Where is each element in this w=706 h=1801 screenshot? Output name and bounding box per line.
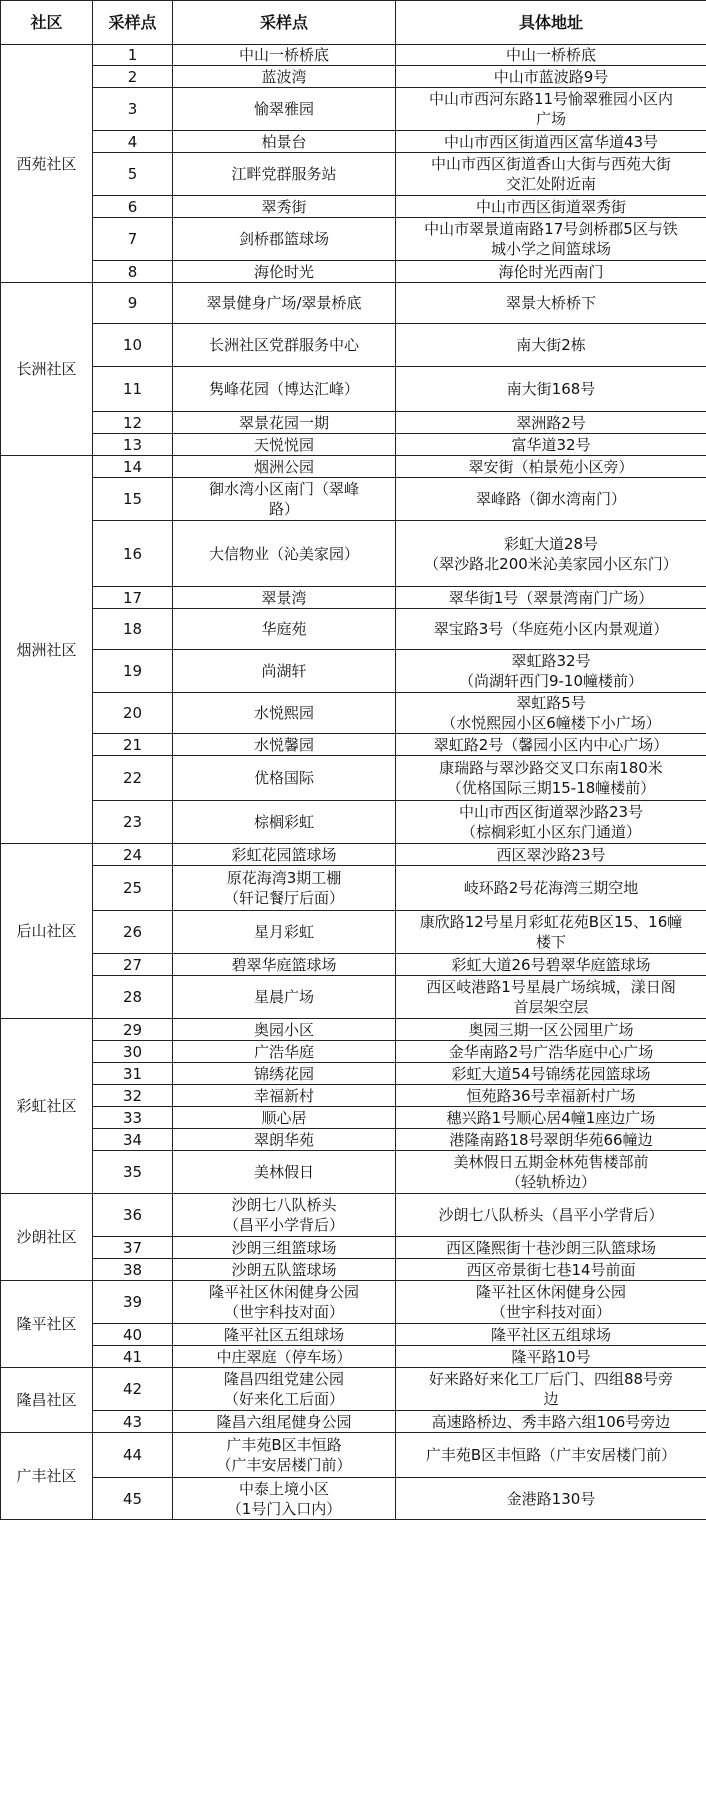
site-name-cell: 海伦时光: [173, 261, 396, 283]
site-number-cell: 35: [93, 1151, 173, 1194]
address-cell: 富华道32号: [396, 434, 706, 456]
address-cell: 康欣路12号星月彩虹花苑B区15、16幢 楼下: [396, 911, 706, 954]
table-row: [1, 1478, 706, 1520]
site-name-cell: 碧翠华庭篮球场: [173, 954, 396, 976]
site-name-cell: 柏景台: [173, 131, 396, 153]
site-name-cell: 翠秀街: [173, 196, 396, 218]
header-address: 具体地址: [396, 1, 706, 45]
address-cell: 广丰苑B区丰恒路（广丰安居楼门前）: [396, 1433, 706, 1478]
site-name-cell: 御水湾小区南门（翠峰 路）: [173, 478, 396, 521]
header-site-number: 采样点: [93, 1, 173, 45]
site-name-cell: 中山一桥桥底: [173, 45, 396, 66]
table-row: [1, 1237, 706, 1259]
address-cell: 隆平社区五组球场: [396, 1324, 706, 1346]
table-row: [1, 734, 706, 756]
address-cell: 中山市西区街道翠秀街: [396, 196, 706, 218]
table-row: [1, 478, 706, 521]
site-name-cell: 隆平社区五组球场: [173, 1324, 396, 1346]
site-name-cell: 天悦悦园: [173, 434, 396, 456]
site-number-cell: 44: [93, 1433, 173, 1478]
site-number-cell: 21: [93, 734, 173, 756]
address-cell: 西区岐港路1号星晨广场缤城，漾日阁 首层架空层: [396, 976, 706, 1019]
address-cell: 港隆南路18号翠朗华苑66幢边: [396, 1129, 706, 1151]
table-row: [1, 521, 706, 587]
site-name-cell: 彩虹花园篮球场: [173, 844, 396, 866]
table-row: [1, 153, 706, 196]
table-row: [1, 1346, 706, 1368]
site-name-cell: 水悦馨园: [173, 734, 396, 756]
site-name-cell: 隆昌四组党建公园 （好来化工后面）: [173, 1368, 396, 1411]
site-number-cell: 40: [93, 1324, 173, 1346]
site-number-cell: 13: [93, 434, 173, 456]
site-name-cell: 广丰苑B区丰恒路 （广丰安居楼门前）: [173, 1433, 396, 1478]
table-row: [1, 196, 706, 218]
address-cell: 奥园三期一区公园里广场: [396, 1019, 706, 1041]
address-cell: 好来路好来化工厂后门、四组88号旁 边: [396, 1368, 706, 1411]
address-cell: 中山一桥桥底: [396, 45, 706, 66]
address-cell: 西区翠沙路23号: [396, 844, 706, 866]
table-row: [1, 367, 706, 412]
table-row: [1, 693, 706, 734]
site-name-cell: 沙朗三组篮球场: [173, 1237, 396, 1259]
site-name-cell: 剑桥郡篮球场: [173, 218, 396, 261]
address-cell: 穗兴路1号顺心居4幢1座边广场: [396, 1107, 706, 1129]
table-body: [1, 45, 706, 1520]
community-cell: 彩虹社区: [1, 1019, 93, 1194]
site-number-cell: 6: [93, 196, 173, 218]
site-number-cell: 4: [93, 131, 173, 153]
site-name-cell: 长洲社区党群服务中心: [173, 324, 396, 367]
table-row: [1, 45, 706, 66]
site-name-cell: 中泰上境小区 （1号门入口内）: [173, 1478, 396, 1520]
site-name-cell: 华庭苑: [173, 609, 396, 650]
address-cell: 金华南路2号广浩华庭中心广场: [396, 1041, 706, 1063]
site-number-cell: 10: [93, 324, 173, 367]
community-cell: 沙朗社区: [1, 1194, 93, 1281]
site-name-cell: 隆平社区休闲健身公园 （世宇科技对面）: [173, 1281, 396, 1324]
address-cell: 高速路桥边、秀丰路六组106号旁边: [396, 1411, 706, 1433]
site-name-cell: 翠朗华苑: [173, 1129, 396, 1151]
table-row: [1, 412, 706, 434]
site-number-cell: 20: [93, 693, 173, 734]
address-cell: 隆平社区休闲健身公园 （世宇科技对面）: [396, 1281, 706, 1324]
table-row: [1, 261, 706, 283]
site-number-cell: 12: [93, 412, 173, 434]
table-row: [1, 1368, 706, 1411]
address-cell: 翠虹路2号（馨园小区内中心广场）: [396, 734, 706, 756]
address-cell: 翠洲路2号: [396, 412, 706, 434]
site-name-cell: 星晨广场: [173, 976, 396, 1019]
site-name-cell: 尚湖轩: [173, 650, 396, 693]
site-number-cell: 22: [93, 756, 173, 801]
site-number-cell: 31: [93, 1063, 173, 1085]
address-cell: 中山市翠景道南路17号剑桥郡5区与铁 城小学之间篮球场: [396, 218, 706, 261]
address-cell: 岐环路2号花海湾三期空地: [396, 866, 706, 911]
table-row: [1, 844, 706, 866]
table-row: [1, 976, 706, 1019]
address-cell: 翠景大桥桥下: [396, 283, 706, 324]
table-row: [1, 801, 706, 844]
community-cell: 长洲社区: [1, 283, 93, 456]
site-name-cell: 烟洲公园: [173, 456, 396, 478]
table-row: [1, 866, 706, 911]
site-number-cell: 27: [93, 954, 173, 976]
address-cell: 彩虹大道26号碧翠华庭篮球场: [396, 954, 706, 976]
address-cell: 翠华街1号（翠景湾南门广场）: [396, 587, 706, 609]
address-cell: 彩虹大道54号锦绣花园篮球场: [396, 1063, 706, 1085]
site-name-cell: 优格国际: [173, 756, 396, 801]
site-name-cell: 棕榈彩虹: [173, 801, 396, 844]
table-row: [1, 1324, 706, 1346]
site-name-cell: 幸福新村: [173, 1085, 396, 1107]
header-site-name: 采样点: [173, 1, 396, 45]
site-name-cell: 锦绣花园: [173, 1063, 396, 1085]
community-cell: 隆昌社区: [1, 1368, 93, 1433]
site-number-cell: 5: [93, 153, 173, 196]
table-row: [1, 1063, 706, 1085]
community-cell: 西苑社区: [1, 45, 93, 283]
table-row: [1, 456, 706, 478]
site-name-cell: 星月彩虹: [173, 911, 396, 954]
table-row: [1, 324, 706, 367]
site-number-cell: 18: [93, 609, 173, 650]
site-number-cell: 23: [93, 801, 173, 844]
table-row: [1, 66, 706, 88]
site-number-cell: 36: [93, 1194, 173, 1237]
address-cell: 南大街2栋: [396, 324, 706, 367]
site-number-cell: 32: [93, 1085, 173, 1107]
address-cell: 恒苑路36号幸福新村广场: [396, 1085, 706, 1107]
site-number-cell: 42: [93, 1368, 173, 1411]
table-row: [1, 911, 706, 954]
address-cell: 沙朗七八队桥头（昌平小学背后）: [396, 1194, 706, 1237]
table-row: [1, 1411, 706, 1433]
table-row: [1, 283, 706, 324]
site-name-cell: 沙朗五队篮球场: [173, 1259, 396, 1281]
site-number-cell: 7: [93, 218, 173, 261]
site-name-cell: 水悦熙园: [173, 693, 396, 734]
table-row: [1, 131, 706, 153]
site-number-cell: 14: [93, 456, 173, 478]
table-row: [1, 609, 706, 650]
site-name-cell: 愉翠雅园: [173, 88, 396, 131]
table-row: [1, 434, 706, 456]
address-cell: 中山市西河东路11号愉翠雅园小区内 广场: [396, 88, 706, 131]
site-number-cell: 1: [93, 45, 173, 66]
community-cell: 烟洲社区: [1, 456, 93, 844]
address-cell: 南大街168号: [396, 367, 706, 412]
table-row: [1, 1281, 706, 1324]
table-row: [1, 1151, 706, 1194]
site-name-cell: 翠景花园一期: [173, 412, 396, 434]
community-cell: 广丰社区: [1, 1433, 93, 1520]
site-number-cell: 30: [93, 1041, 173, 1063]
address-cell: 中山市蓝波路9号: [396, 66, 706, 88]
site-number-cell: 43: [93, 1411, 173, 1433]
community-cell: 隆平社区: [1, 1281, 93, 1368]
table-row: [1, 756, 706, 801]
table-row: [1, 88, 706, 131]
site-number-cell: 41: [93, 1346, 173, 1368]
site-number-cell: 28: [93, 976, 173, 1019]
table-row: [1, 1129, 706, 1151]
address-cell: 翠虹路32号 （尚湖轩西门9-10幢楼前）: [396, 650, 706, 693]
site-number-cell: 3: [93, 88, 173, 131]
address-cell: 隆平路10号: [396, 1346, 706, 1368]
table-row: [1, 1259, 706, 1281]
site-name-cell: 翠景湾: [173, 587, 396, 609]
site-number-cell: 8: [93, 261, 173, 283]
address-cell: 中山市西区街道香山大街与西苑大街 交汇处附近南: [396, 153, 706, 196]
table-row: [1, 1194, 706, 1237]
site-name-cell: 沙朗七八队桥头 （昌平小学背后）: [173, 1194, 396, 1237]
site-number-cell: 24: [93, 844, 173, 866]
table-row: [1, 587, 706, 609]
site-number-cell: 17: [93, 587, 173, 609]
address-cell: 康瑞路与翠沙路交叉口东南180米 （优格国际三期15-18幢楼前）: [396, 756, 706, 801]
site-number-cell: 38: [93, 1259, 173, 1281]
header-row: [1, 1, 706, 45]
site-number-cell: 39: [93, 1281, 173, 1324]
table-row: [1, 1107, 706, 1129]
address-cell: 中山市西区街道翠沙路23号 （棕榈彩虹小区东门通道）: [396, 801, 706, 844]
table-row: [1, 650, 706, 693]
site-number-cell: 2: [93, 66, 173, 88]
site-name-cell: 大信物业（沁美家园）: [173, 521, 396, 587]
address-cell: 西区隆熙街十巷沙朗三队篮球场: [396, 1237, 706, 1259]
address-cell: 翠宝路3号（华庭苑小区内景观道）: [396, 609, 706, 650]
site-name-cell: 原花海湾3期工棚 （轩记餐厅后面）: [173, 866, 396, 911]
table-row: [1, 1019, 706, 1041]
table-row: [1, 954, 706, 976]
address-cell: 彩虹大道28号 （翠沙路北200米沁美家园小区东门）: [396, 521, 706, 587]
community-cell: 后山社区: [1, 844, 93, 1019]
table-row: [1, 218, 706, 261]
site-number-cell: 11: [93, 367, 173, 412]
address-cell: 金港路130号: [396, 1478, 706, 1520]
site-number-cell: 45: [93, 1478, 173, 1520]
site-name-cell: 广浩华庭: [173, 1041, 396, 1063]
site-number-cell: 16: [93, 521, 173, 587]
address-cell: 翠虹路5号 （水悦熙园小区6幢楼下小广场）: [396, 693, 706, 734]
site-name-cell: 翠景健身广场/翠景桥底: [173, 283, 396, 324]
site-number-cell: 29: [93, 1019, 173, 1041]
address-cell: 翠峰路（御水湾南门）: [396, 478, 706, 521]
site-name-cell: 隽峰花园（博达汇峰）: [173, 367, 396, 412]
table-row: [1, 1433, 706, 1478]
address-cell: 中山市西区街道西区富华道43号: [396, 131, 706, 153]
address-cell: 翠安街（柏景苑小区旁）: [396, 456, 706, 478]
site-number-cell: 15: [93, 478, 173, 521]
site-name-cell: 美林假日: [173, 1151, 396, 1194]
site-number-cell: 25: [93, 866, 173, 911]
site-number-cell: 34: [93, 1129, 173, 1151]
site-name-cell: 蓝波湾: [173, 66, 396, 88]
site-number-cell: 19: [93, 650, 173, 693]
site-name-cell: 奥园小区: [173, 1019, 396, 1041]
site-number-cell: 33: [93, 1107, 173, 1129]
address-cell: 美林假日五期金林苑售楼部前 （轻轨桥边）: [396, 1151, 706, 1194]
site-number-cell: 37: [93, 1237, 173, 1259]
table-row: [1, 1041, 706, 1063]
site-number-cell: 9: [93, 283, 173, 324]
address-cell: 西区帝景街七巷14号前面: [396, 1259, 706, 1281]
site-number-cell: 26: [93, 911, 173, 954]
site-name-cell: 顺心居: [173, 1107, 396, 1129]
header-community: 社区: [1, 1, 93, 45]
site-name-cell: 江畔党群服务站: [173, 153, 396, 196]
table-row: [1, 1085, 706, 1107]
site-name-cell: 隆昌六组尾健身公园: [173, 1411, 396, 1433]
address-cell: 海伦时光西南门: [396, 261, 706, 283]
site-name-cell: 中庄翠庭（停车场）: [173, 1346, 396, 1368]
